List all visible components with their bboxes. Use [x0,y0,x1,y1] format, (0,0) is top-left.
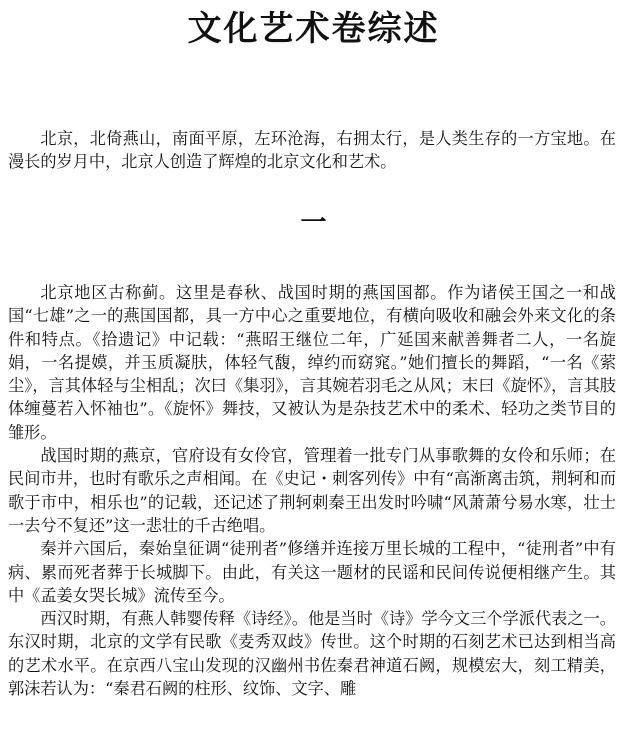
section-body [8,281,616,700]
paragraph: 秦并六国后，秦始皇征调“徒刑者”修缮并连接万里长城的工程中，“徒刑者”中有病、累而死者葬于长城脚下。由此，有关这一题材的民谣和民间传说便相继产生。其中《孟姜女哭长城》流传至今。 [8,539,616,605]
paragraph: 西汉时期，有燕人韩婴传释《诗经》。他是当时《诗》学今文三个学派代表之一。东汉时期，北京的文学有民歌《麦秀双歧》传世。这个时期的石刻艺术已达到相当高的艺术水平。在京西八宝山发现的汉幽州书佐秦君神道石阙，规模宏大，刻工精美，郭沫若认为：“秦君石阙的柱形、纹饰、文字、雕 [8,609,616,699]
intro-paragraph: 北京，北倚燕山，南面平原，左环沧海，右拥太行，是人类生存的一方宝地。在漫长的岁月中，北京人创造了辉煌的北京文化和艺术。 [8,129,616,172]
page-title: 文化艺术卷综述 [187,9,440,49]
paragraph: 北京地区古称蓟。这里是春秋、战国时期的燕国国都。作为诸侯王国之一和战国“七雄”之一的燕国国都，具一方中心之重要地位，有横向吸收和融会外来文化的条件和特点。《拾遗记》中记载：“燕昭王继位二年，广延国来献善舞者二人，一名旋娟，一名提嫫，并玉质凝肤，体轻气馥，绰约而窈窕。”她们擅长的舞蹈，“一名《萦尘》，言其体轻与尘相乱；次曰《集羽》，言其婉若羽毛之从风；末曰《旋怀》，言其肢体缠蔓若入怀袖也”。《旋怀》舞技，又被认为是杂技艺术中的柔术、轻功之类节目的雏形。 [8,283,616,442]
paragraph: 战国时期的燕京，官府设有女伶官，管理着一批专门从事歌舞的女伶和乐师；在民间市井，也时有歌乐之声相闻。在《史记・刺客列传》中有“高渐离击筑，荆轲和而歌于市中，相乐也”的记载，还记述了荆轲刺秦王出发时吟啸“风萧萧兮易水寒，壮士一去兮不复还”这一悲壮的千古绝唱。 [8,446,616,535]
intro-block [8,127,616,174]
section-number: 一 [300,208,327,238]
